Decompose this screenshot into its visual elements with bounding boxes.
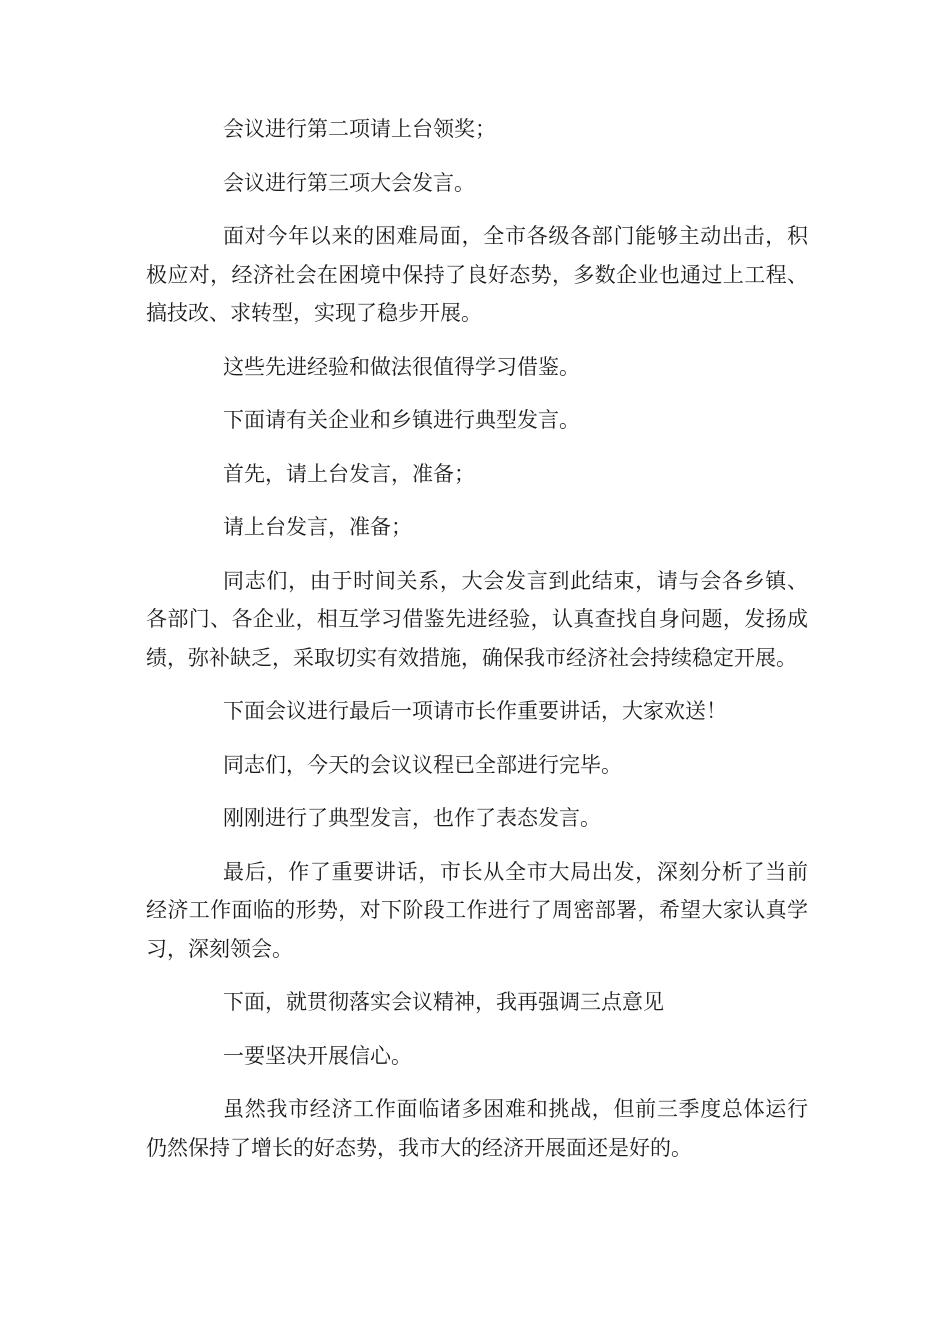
paragraph-1: 会议进行第二项请上台领奖； (223, 117, 496, 141)
paragraph-7: 请上台发言，准备； (223, 515, 412, 539)
paragraph-14: 一要坚决开展信心。 (223, 1043, 412, 1068)
paragraph-10: 同志们，今天的会议议程已全部进行完毕。 (223, 752, 622, 777)
paragraph-2: 会议进行第三项大会发言。 (223, 170, 475, 195)
paragraph-12: 最后，作了重要讲话，市长从全市大局出发，深刻分析了当前经济工作面临的形势，对下阶段工作进行了周密部署，希望大家认真学习，深刻领会。 (146, 859, 808, 961)
paragraph-9: 下面会议进行最后一项请市长作重要讲话，大家欢送！ (223, 699, 727, 723)
document-body (146, 110, 808, 1182)
paragraph-5: 下面请有关企业和乡镇进行典型发言。 (223, 408, 580, 432)
paragraph-11: 刚刚进行了典型发言，也作了表态发言。 (223, 806, 601, 830)
paragraph-4: 这些先进经验和做法很值得学习借鉴。 (223, 354, 580, 379)
paragraph-6: 首先，请上台发言，准备； (223, 461, 475, 486)
paragraph-13: 下面，就贯彻落实会议精神，我再强调三点意见 (223, 990, 664, 1014)
paragraph-15: 虽然我市经济工作面临诸多困难和挑战，但前三季度总体运行仍然保持了增长的好态势，我市大的经济开展面还是好的。 (146, 1097, 808, 1160)
paragraph-3: 面对今年以来的困难局面，全市各级各部门能够主动出击，积极应对，经济社会在困境中保持了良好态势，多数企业也通过上工程、搞技改、求转型，实现了稳步开展。 (146, 224, 808, 325)
paragraph-8: 同志们，由于时间关系，大会发言到此结束，请与会各乡镇、各部门、各企业，相互学习借鉴先进经验，认真查找自身问题，发扬成绩，弥补缺乏，采取切实有效措施，确保我市经济社会持续稳定开展。 (146, 568, 808, 670)
